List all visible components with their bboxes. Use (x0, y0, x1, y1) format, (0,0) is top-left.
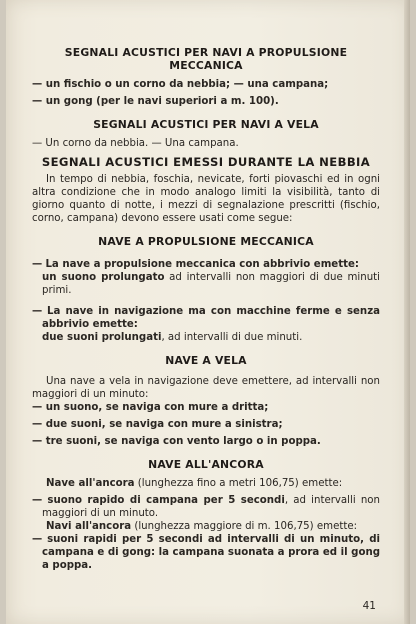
page-number: 41 (362, 600, 376, 612)
text-ancora-corta (32, 477, 380, 490)
text-bold: Nave all'ancora (46, 478, 135, 489)
dash: — (32, 259, 43, 270)
item-vento-largo: — tre suoni, se naviga con vento largo o in poppa. (32, 436, 321, 447)
text-bold: un suono prolungato (42, 272, 165, 283)
text-corno-campana: — Un corno da nebbia. — Una campana. (32, 138, 239, 149)
text-fischio-campana: — un fischio o un corno da nebbia; — una campana; (32, 79, 329, 90)
text-ancora-lunga (32, 520, 380, 533)
item-campana-gong (32, 533, 380, 572)
dash: — (32, 534, 43, 545)
heading-nave-vela: NAVE A VELA (165, 354, 247, 367)
text-bold: suoni rapidi per 5 secondi ad intervalli di un minuto, di campana e di gong: la campana suonata a prora ed il gong a poppa. (42, 534, 380, 571)
heading-nebbia: SEGNALI ACUSTICI EMESSI DURANTE LA NEBBIA (41, 155, 371, 169)
item-mure-dritta: — un suono, se naviga con mure a dritta; (32, 402, 269, 413)
dash: — (32, 306, 43, 317)
heading-navi-propulsione: SEGNALI ACUSTICI PER NAVI A PROPULSIONE MECCANICA (64, 46, 348, 72)
heading-nave-ancora: NAVE ALL'ANCORA (148, 458, 264, 471)
book-page (6, 0, 410, 624)
dash: — (32, 495, 43, 506)
item-macchine-ferme (32, 305, 380, 344)
item-abbrivio (32, 258, 380, 297)
text-bold: La nave in navigazione ma con macchine ferme e senza abbrivio emette: (42, 306, 380, 330)
text-regular: ad intervalli non maggiori di due minuti primi. (42, 272, 380, 296)
para-nebbia: In tempo di nebbia, foschia, nevicate, forti piovaschi ed in ogni altra condizione che in modo analogo limiti la visibilità, tanto di giorno quanto di notte, i mezzi di segnalazione prescritti (fischio, corno, campana) devono essere usati come segue: (32, 174, 380, 224)
text-bold: La nave a propulsione meccanica con abbrivio emette: (45, 259, 359, 270)
text-gong: — un gong (per le navi superiori a m. 100). (32, 96, 279, 107)
item-campana-5-secondi (32, 494, 380, 520)
text-regular: , ad intervalli di due minuti. (161, 332, 303, 343)
text-bold: suono rapido di campana per 5 secondi (47, 495, 285, 506)
text-regular: (lunghezza maggiore di m. 106,75) emette: (131, 521, 358, 532)
text-regular: , ad intervalli non maggiori di un minuto. (42, 495, 380, 519)
text-regular: (lunghezza fino a metri 106,75) emette: (134, 478, 343, 489)
item-mure-sinistra: — due suoni, se naviga con mure a sinistra; (32, 419, 283, 430)
text-bold: Navi all'ancora (46, 521, 132, 532)
para-nave-vela: Una nave a vela in navigazione deve emettere, ad intervalli non maggiori di un minuto: (32, 376, 380, 400)
heading-nave-propulsione: NAVE A PROPULSIONE MECCANICA (98, 235, 314, 248)
page-content (32, 46, 380, 572)
text-bold: due suoni prolungati (42, 332, 162, 343)
page-edge (404, 0, 410, 624)
heading-navi-vela: SEGNALI ACUSTICI PER NAVI A VELA (93, 118, 319, 131)
